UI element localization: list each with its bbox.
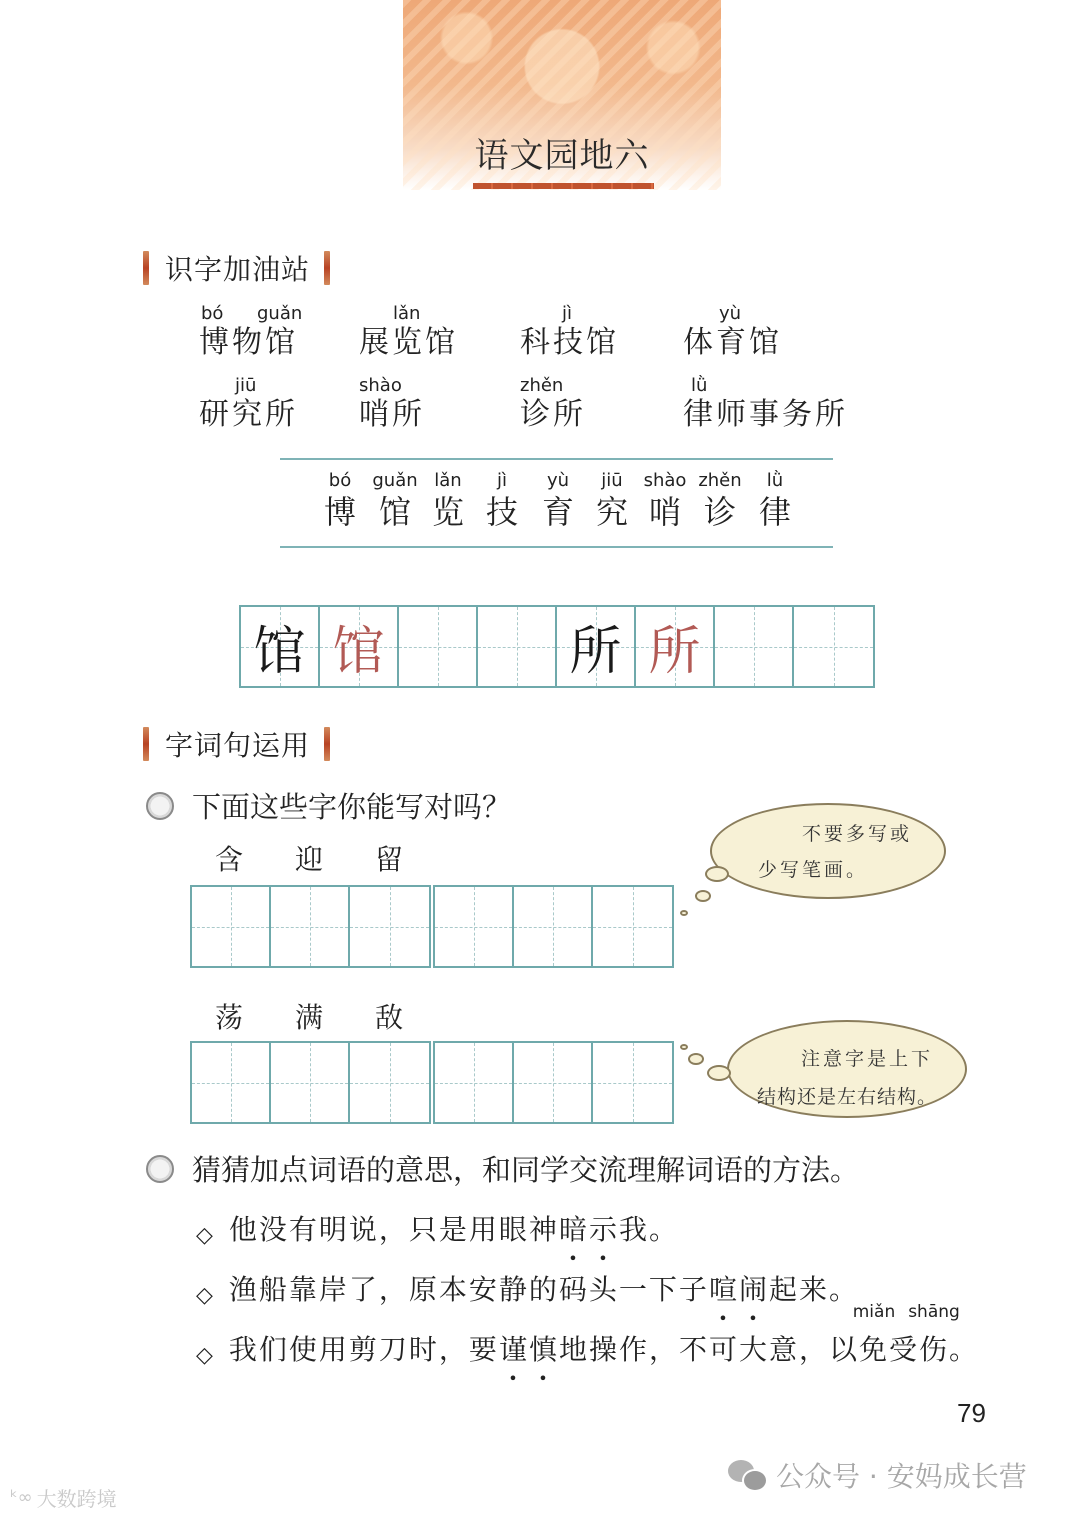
sentence-text: 我们使用剪刀时，要 — [228, 1333, 499, 1366]
vocab-word — [199, 375, 298, 433]
strip-char: zhěn 诊 — [698, 470, 742, 531]
pinyin: shào — [359, 375, 402, 396]
diamond-bullet-icon: ◇ — [196, 1343, 215, 1368]
section-heading-literacy — [143, 251, 330, 285]
practice-char: 迎 — [295, 843, 324, 876]
bubble-1-line-1: 不要多写或 — [802, 823, 913, 845]
sentence-3 — [196, 1302, 980, 1368]
watermark-wechat — [728, 1455, 1027, 1495]
hanzi: 科技馆 — [520, 325, 619, 360]
heading-bar-right — [324, 727, 330, 761]
writing-cell[interactable] — [435, 887, 514, 966]
writing-cell[interactable] — [350, 1043, 429, 1122]
ruby-char: shāng 伤 — [908, 1302, 960, 1366]
strip-char: lǜ 律 — [758, 470, 791, 531]
grid-cell: 馆 — [320, 607, 399, 686]
hanzi: 律师事务所 — [683, 397, 848, 432]
strip-char: yù 育 — [541, 470, 574, 531]
pinyin: yù — [719, 303, 742, 324]
brand-logo-icon: ᵏ∞ — [10, 1487, 33, 1508]
heading-bar-left — [143, 251, 149, 285]
writing-cell[interactable] — [192, 887, 271, 966]
sentence-1 — [196, 1208, 679, 1248]
strip-char: jì 技 — [485, 470, 518, 531]
vocab-word — [359, 375, 425, 433]
exercise-2-text: 猜猜加点词语的意思，和同学交流理解词语的方法。 — [192, 1153, 860, 1187]
vocab-word — [199, 303, 303, 361]
bubble-dot-icon — [680, 910, 688, 916]
bubble-dot-icon — [705, 866, 729, 882]
new-characters-strip — [280, 458, 833, 548]
sentence-text: 他没有明说，只是用眼神 — [228, 1213, 559, 1246]
grid-cell — [794, 607, 873, 686]
writing-cell[interactable] — [435, 1043, 514, 1122]
exercise-badge-icon — [146, 792, 174, 820]
bubble-dot-icon — [707, 1065, 731, 1081]
sentence-2 — [196, 1268, 859, 1308]
exercise-1-text: 下面这些字你能写对吗？ — [192, 790, 512, 824]
grid-cell: 馆 — [241, 607, 320, 686]
writing-cell[interactable] — [192, 1043, 271, 1122]
dotted-char: 暗 • — [559, 1208, 589, 1248]
practice-grid-2b[interactable] — [433, 1041, 674, 1124]
vocab-word — [520, 303, 619, 361]
hanzi: 博物馆 — [199, 325, 298, 360]
diamond-bullet-icon: ◇ — [196, 1223, 215, 1248]
writing-cell[interactable] — [271, 887, 350, 966]
writing-cell[interactable] — [514, 887, 593, 966]
practice-char: 荡 — [215, 1001, 244, 1034]
bubble-dot-icon — [688, 1053, 704, 1065]
practice-char: 敌 — [375, 1001, 404, 1034]
title-underline — [473, 183, 654, 189]
vocab-word — [520, 375, 586, 433]
strip-char: bó 博 — [323, 470, 356, 531]
grid-cell: 所 — [557, 607, 636, 686]
pinyin: jì — [562, 303, 573, 324]
page-number: 79 — [957, 1398, 986, 1428]
practice-char: 留 — [375, 843, 404, 876]
pinyin: jiū — [235, 375, 257, 396]
pinyin: lǎn — [393, 303, 421, 324]
grid-cell — [399, 607, 478, 686]
practice-grid-1a[interactable] — [190, 885, 431, 968]
exercise-1-prompt — [146, 785, 511, 826]
pinyin: lǜ — [691, 375, 708, 396]
strip-char: guǎn 馆 — [372, 470, 418, 531]
strip-char: shào 哨 — [643, 470, 687, 531]
watermark-text: 公众号 · 安妈成长营 — [776, 1460, 1027, 1493]
bubble-dot-icon — [680, 1044, 688, 1050]
strip-char: jiū 究 — [595, 470, 628, 531]
practice-char: 含 — [215, 843, 244, 876]
sentence-text: 渔船靠岸了，原本安静的码头一下子 — [228, 1273, 709, 1306]
bubble-2-line-1: 注意字是上下 — [801, 1048, 934, 1070]
bubble-2-line-2: 结构还是左右结构。 — [757, 1086, 938, 1108]
practice-char: 满 — [295, 1001, 324, 1034]
thought-bubble-1 — [710, 803, 946, 899]
dotted-char: 谨 • — [499, 1328, 529, 1368]
vocab-word — [683, 303, 782, 361]
practice-grid-1b[interactable] — [433, 885, 674, 968]
chapter-title: 语文园地六 — [474, 136, 650, 176]
section-heading-text: 识字加油站 — [165, 253, 311, 286]
exercise-1-chars-group-2 — [215, 996, 455, 1036]
exercise-badge-icon — [146, 1155, 174, 1183]
ruby-char: 受 — [889, 1333, 920, 1366]
practice-grid-2a[interactable] — [190, 1041, 431, 1124]
exercise-2-prompt — [146, 1148, 859, 1189]
writing-cell[interactable] — [271, 1043, 350, 1122]
dotted-char: 示 • — [589, 1208, 619, 1248]
writing-cell[interactable] — [593, 1043, 672, 1122]
watermark-text: 大数跨境 — [36, 1487, 117, 1511]
hanzi: 哨所 — [359, 397, 425, 432]
exercise-1-chars-group-1 — [215, 838, 455, 878]
sentence-text: 地操作，不可大意，以 — [558, 1333, 859, 1366]
thought-bubble-2 — [727, 1020, 967, 1118]
heading-bar-right — [324, 251, 330, 285]
writing-cell[interactable] — [350, 887, 429, 966]
hanzi: 研究所 — [199, 397, 298, 432]
bubble-1-line-2: 少写笔画。 — [758, 859, 869, 881]
grid-cell — [478, 607, 557, 686]
diamond-bullet-icon: ◇ — [196, 1283, 215, 1308]
grid-cell — [715, 607, 794, 686]
dotted-char: 闹 • — [739, 1268, 769, 1308]
sentence-text: 我。 — [618, 1213, 679, 1246]
vocab-word — [683, 375, 848, 433]
chapter-banner — [403, 0, 721, 190]
wechat-icon — [728, 1460, 768, 1490]
pinyin: bó guǎn — [201, 303, 303, 324]
sentence-text: 起来。 — [768, 1273, 859, 1306]
section-heading-text: 字词句运用 — [165, 729, 311, 762]
writing-cell[interactable] — [593, 887, 672, 966]
writing-grid-example — [239, 605, 875, 688]
grid-cell: 所 — [636, 607, 715, 686]
ruby-char: miǎn 免 — [852, 1302, 896, 1366]
watermark-left — [10, 1483, 117, 1512]
strip-char: lǎn 览 — [431, 470, 464, 531]
sentence-text: 。 — [949, 1333, 980, 1366]
dotted-char: 喧 • — [709, 1268, 739, 1308]
hanzi: 体育馆 — [683, 325, 782, 360]
vocab-word — [359, 303, 458, 361]
dotted-char: 慎 • — [529, 1328, 559, 1368]
pinyin: zhěn — [520, 375, 564, 396]
writing-cell[interactable] — [514, 1043, 593, 1122]
heading-bar-left — [143, 727, 149, 761]
section-heading-usage — [143, 727, 330, 761]
bubble-dot-icon — [695, 890, 711, 902]
hanzi: 诊所 — [520, 397, 586, 432]
hanzi: 展览馆 — [359, 325, 458, 360]
